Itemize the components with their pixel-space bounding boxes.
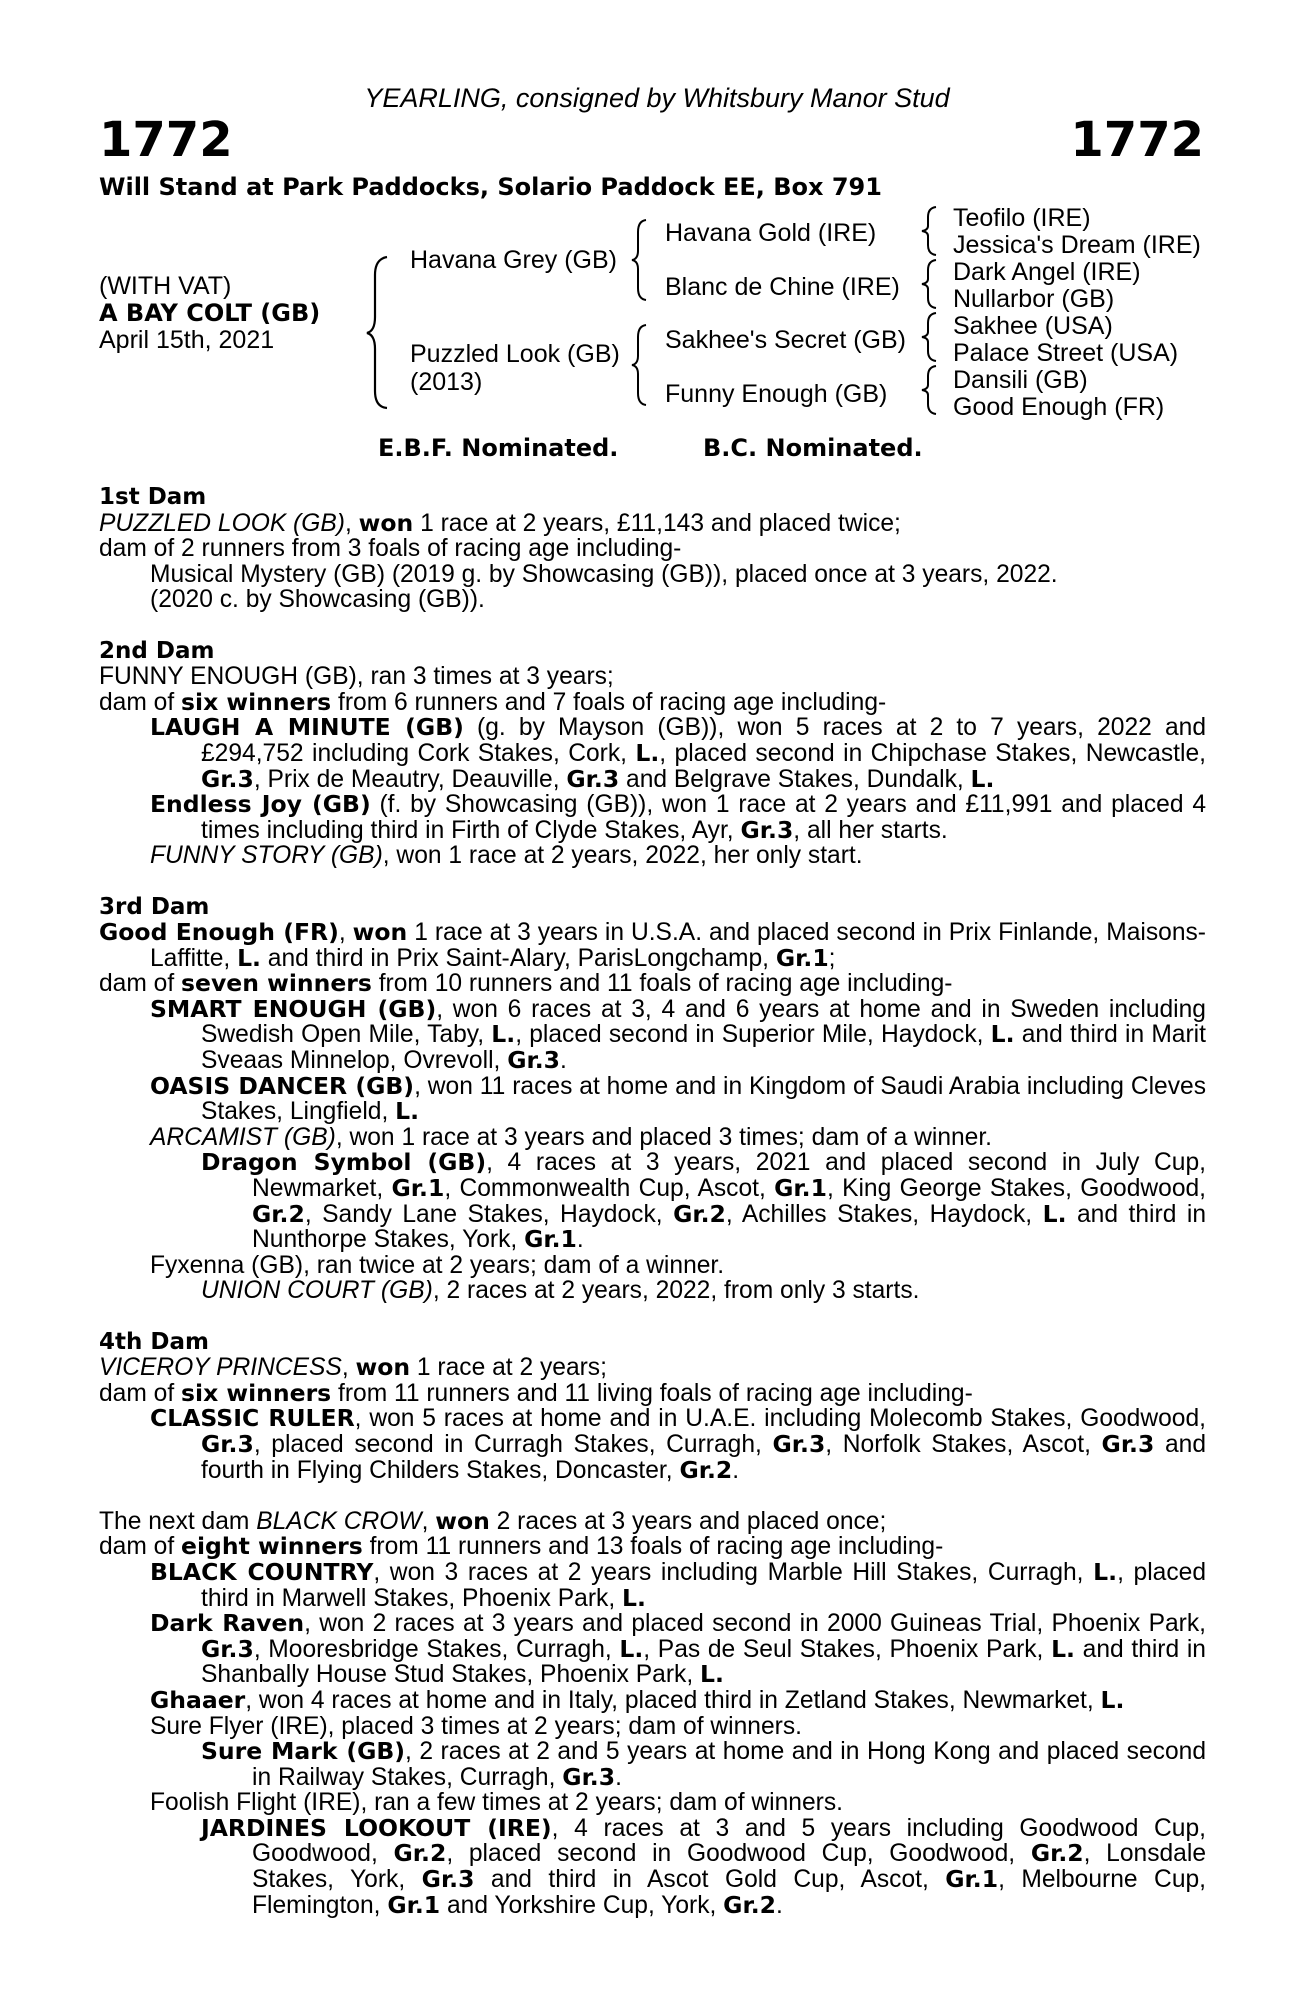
entry-text: , Norfolk Stakes, Ascot, [825,1430,1102,1458]
pedigree-entry [99,843,1206,869]
section-heading: 4th Dam [99,1328,209,1355]
entry-text: and third in Shanbally House Stud Stakes, Phoenix Park, [201,1635,1206,1689]
entry-text: . [732,1456,740,1484]
entry-text: (f. by Showcasing (GB)), won 1 race at 2 years and £11,991 and placed 4 times including third in Firth of Clyde Stakes, Ayr, [201,791,1206,844]
bold-text: won [358,508,414,537]
entry-text: from 11 runners and 13 foals of racing age including- [362,1533,944,1561]
entry-text: , Mooresbridge Stakes, Curragh, [253,1635,620,1663]
pedigree-brace-dam [630,323,650,407]
lot-number-left: 1772 [99,112,233,168]
entry-text: dam of [99,1533,182,1561]
bold-text: OASIS DANCER (GB) [150,1071,415,1100]
pedigree-entry [99,508,1206,537]
entry-text: . [775,1891,783,1919]
bold-text: Gr.1 [945,1865,999,1894]
pedigree-entry [99,1714,1206,1740]
pedigree-entry [99,920,1206,971]
bold-text: L. [237,943,261,972]
bold-text: L. [1051,1634,1075,1663]
entry-text: from 11 runners and 11 living foals of racing age including- [331,1379,973,1407]
bold-text: SMART ENOUGH (GB) [150,994,437,1023]
bold-text: L. [1093,1557,1118,1586]
entry-text: ; [828,944,836,972]
entry-text: , Prix de Meautry, Deauville, [253,765,567,793]
bold-text: Good Enough (FR) [99,918,339,947]
bold-text: L. [395,1097,420,1126]
pedigree-ddd: Good Enough (FR) [953,393,1165,421]
entry-text: , King George Stakes, Goodwood, [826,1175,1207,1203]
entry-text: , Lonsdale Stakes, York, [252,1840,1207,1894]
pedigree-brace-4 [920,364,940,416]
entry-text: and third in Nunthorpe Stakes, York, [252,1200,1206,1254]
section-heading: 2nd Dam [99,637,215,664]
entry-text: and Belgrave Stakes, Dundalk, [619,765,971,793]
bold-text: Gr.3 [201,1634,254,1663]
consignment-line: YEARLING, consigned by Whitsbury Manor Stud [364,83,950,113]
bold-text: L. [635,738,660,767]
entry-text: from 6 runners and 7 foals of racing age including- [331,688,887,716]
entry-text: Sure Flyer (IRE), placed 3 times at 2 years; dam of winners. [150,1712,802,1740]
bold-text: Gr.3 [507,1046,561,1075]
pedigree-entry [99,1278,1206,1304]
pedigree-entry [99,1790,1206,1816]
bold-text: BLACK COUNTRY [150,1557,374,1586]
bold-text: Gr.3 [201,764,254,793]
pedigree-entry [99,687,1206,716]
bold-text: Gr.2 [679,1455,733,1484]
bold-text: JARDINES LOOKOUT (IRE) [201,1813,552,1842]
bold-text: CLASSIC RULER [150,1404,355,1433]
dam-section [99,1506,1207,1919]
bold-text: won [435,1506,490,1535]
pedigree-entry [99,1071,1206,1126]
entry-text: 1 race at 2 years; [410,1354,607,1382]
entry-text: dam of [99,688,182,716]
pedigree-brace-main [365,255,391,410]
entry-text: The next dam [99,1507,257,1535]
italic-text: ARCAMIST (GB) [150,1123,336,1151]
italic-text: VICEROY PRINCESS [99,1354,342,1382]
foaling-date: April 15th, 2021 [99,326,275,354]
pedigree-dsd: Palace Street (USA) [953,339,1179,367]
bold-text: seven winners [181,969,372,998]
entry-text: FUNNY ENOUGH (GB), ran 3 times at 3 years; [99,663,614,691]
bold-text: Gr.3 [201,1429,254,1458]
pedigree-brace-2 [920,258,940,310]
entry-text: , 4 races at 3 years, 2021 and placed second in July Cup, Newmarket, [252,1149,1206,1203]
bold-text: Gr.2 [673,1199,726,1228]
bold-text: Gr.3 [1101,1429,1155,1458]
bold-text: Gr.1 [775,943,829,972]
bold-text: Gr.3 [772,1429,826,1458]
pedigree-sire-sire: Havana Gold (IRE) [665,219,877,247]
bold-text: LAUGH A MINUTE (GB) [150,713,464,742]
bold-text: Ghaaer [150,1685,246,1714]
bold-text: Gr.3 [740,815,794,844]
bold-text: L. [990,1020,1015,1049]
entry-text: , [341,1354,356,1382]
lot-number-right: 1772 [1070,112,1204,168]
italic-text: UNION COURT (GB) [201,1277,433,1305]
entry-text: , all her starts. [793,816,948,844]
entry-text: and third in Ascot Gold Cup, Ascot, [474,1866,946,1894]
pedigree-entry [99,587,1206,613]
entry-text: , [338,919,353,947]
bold-text: won [355,1353,411,1382]
pedigree-dam-year: (2013) [410,368,483,396]
pedigree-entry [99,536,1206,562]
entry-text: 1 race at 2 years, £11,143 and placed twice; [413,509,901,537]
entry-text: , placed second in Superior Mile, Haydock, [515,1021,991,1049]
pedigree-brace-1 [920,205,940,257]
bold-text: L. [1042,1199,1067,1228]
entry-text: , placed third in Marwell Stakes, Phoenix Park, [201,1558,1207,1612]
pedigree-sss: Teofilo (IRE) [953,204,1091,232]
bold-text: Gr.1 [391,1174,445,1203]
bold-text: Endless Joy (GB) [150,790,371,819]
bold-text: L. [970,764,995,793]
pedigree-entry [99,715,1206,792]
pedigree-sire-dam: Blanc de Chine (IRE) [665,273,900,301]
pedigree-dss: Sakhee (USA) [953,312,1113,340]
dam-section [99,895,1206,1305]
bold-text: Gr.1 [524,1225,577,1254]
subject-name: A BAY COLT (GB) [99,299,321,327]
entry-text: 2 races at 3 years and placed once; [489,1507,887,1535]
entry-text: , placed second in Goodwood Cup, Goodwood, [446,1840,1031,1868]
pedigree-entry [99,1378,1206,1407]
pedigree-dam-dam: Funny Enough (GB) [665,380,888,408]
pedigree-dam: Puzzled Look (GB) [410,340,620,368]
entry-text: . [615,1763,622,1791]
entry-text: , Commonwealth Cup, Ascot, [444,1175,775,1203]
pedigree-entry [99,1150,1206,1252]
bold-text: Gr.2 [1030,1839,1084,1868]
bold-text: eight winners [181,1532,363,1561]
bold-text: L. [619,1634,644,1663]
entry-text: . [576,1226,584,1254]
pedigree-entry [99,1534,1206,1560]
pedigree-entry [99,1506,1206,1535]
entry-text: Foolish Flight (IRE), ran a few times at 2 years; dam of winners. [150,1789,843,1817]
pedigree-brace-sire [630,218,650,302]
pedigree-entry [99,562,1206,588]
pedigree-dds: Dansili (GB) [953,366,1088,394]
pedigree-entry [99,1813,1207,1919]
entry-text: , 4 races at 3 and 5 years including Goodwood Cup, Goodwood, [252,1814,1206,1868]
bold-text: L. [700,1660,724,1689]
pedigree-entry [99,1253,1206,1279]
entry-text: , [344,509,359,537]
entry-text: Musical Mystery (GB) (2019 g. by Showcasing (GB)), placed once at 3 years, 2022. [150,560,1058,588]
ebf-nomination: E.B.F. Nominated. [378,434,619,462]
pedigree-sire: Havana Grey (GB) [410,246,618,274]
entry-text: , won 6 races at 3, 4 and 6 years at home and in Sweden including Swedish Open Mile, Taby, [201,995,1206,1049]
entry-text: and third in Prix Saint-Alary, ParisLongchamp, [260,944,776,972]
entry-text: and third in Marit Sveaas Minnelop, Ovrevoll, [201,1021,1206,1075]
entry-text: and fourth in Flying Childers Stakes, Doncaster, [201,1430,1206,1484]
entry-text: , 2 races at 2 years, 2022, from only 3 starts. [432,1277,920,1305]
entry-text: from 10 runners and 11 foals of racing age including- [371,970,953,998]
entry-text: Fyxenna (GB), ran twice at 2 years; dam of a winner. [150,1251,725,1279]
entry-text: dam of [99,1379,182,1407]
entry-text: dam of 2 runners from 3 foals of racing age including- [99,535,682,563]
entry-text: , won 1 race at 3 years and placed 3 times; dam of a winner. [335,1123,993,1151]
entry-text: , won 2 races at 3 years and placed second in 2000 Guineas Trial, Phoenix Park, [304,1610,1206,1638]
entry-text: 1 race at 3 years in U.S.A. and placed second in Prix Finlande, Maisons-Laffitte, [150,919,1206,972]
dam-section [99,1330,1206,1484]
entry-text: , Achilles Stakes, Haydock, [725,1200,1043,1228]
entry-text: , Melbourne Cup, Flemington, [252,1866,1207,1919]
pedigree-entry [99,1406,1206,1483]
vat-label: (WITH VAT) [99,272,232,300]
entry-text: (2020 c. by Showcasing (GB)). [150,586,485,614]
entry-text: , 2 races at 2 and 5 years at home and in Hong Kong and placed second in Railway Stakes, Curragh, [252,1738,1206,1791]
section-heading: 1st Dam [99,484,207,510]
bold-text: L. [622,1583,646,1612]
pedigree-entry [99,994,1206,1075]
bold-text: won [352,918,408,947]
entry-text: , [421,1507,436,1535]
dam-section [99,639,1206,869]
bold-text: Gr.1 [387,1890,441,1919]
pedigree-entry [99,664,1206,690]
bold-text: six winners [181,687,332,716]
italic-text: PUZZLED LOOK (GB) [99,509,345,537]
italic-text: BLACK CROW [256,1507,422,1535]
pedigree-ssd: Jessica's Dream (IRE) [953,231,1201,259]
pedigree-entry [99,1739,1206,1790]
entry-text: , won 3 races at 2 years including Marble Hill Stakes, Curragh, [373,1558,1094,1586]
entry-text: , won 4 races at home and in Italy, placed third in Zetland Stakes, Newmarket, [245,1686,1101,1714]
bold-text: Gr.2 [393,1839,447,1868]
stand-location: Will Stand at Park Paddocks, Solario Paddock EE, Box 791 [99,173,882,201]
pedigree-entry [99,1685,1206,1714]
bc-nomination: B.C. Nominated. [703,434,923,462]
dam-section [99,485,1206,613]
section-heading: 3rd Dam [99,893,210,920]
entry-text: , won 11 races at home and in Kingdom of Saudi Arabia including Cleves Stakes, Lingfield, [201,1072,1206,1126]
entry-text: , placed second in Curragh Stakes, Curragh, [253,1430,773,1458]
catalogue-body [99,485,1206,1944]
bold-text: Gr.3 [566,764,620,793]
bold-text: L. [1100,1685,1125,1714]
entry-text: , won 1 race at 2 years, 2022, her only start. [382,842,863,870]
bold-text: Dark Raven [150,1609,305,1638]
entry-text: dam of [99,970,182,998]
bold-text: Dragon Symbol (GB) [201,1148,487,1177]
entry-text: , Sandy Lane Stakes, Haydock, [304,1200,674,1228]
entry-text: and Yorkshire Cup, York, [440,1891,724,1919]
pedigree-entry [99,1355,1206,1381]
pedigree-sds: Dark Angel (IRE) [953,258,1141,286]
bold-text: Gr.2 [723,1890,776,1919]
entry-text: . [560,1047,567,1075]
bold-text: Gr.2 [252,1199,305,1228]
bold-text: Gr.3 [562,1762,616,1791]
bold-text: Sure Mark (GB) [201,1737,406,1766]
bold-text: Gr.3 [421,1865,475,1894]
pedigree-brace-3 [920,311,940,363]
pedigree-entry [99,792,1206,843]
pedigree-entry [99,1557,1207,1612]
bold-text: six winners [181,1378,332,1407]
entry-text: , placed second in Chipchase Stakes, Newcastle, [659,739,1206,767]
bold-text: L. [491,1020,516,1049]
pedigree-entry [99,1125,1206,1151]
pedigree-sdd: Nullarbor (GB) [953,285,1115,313]
entry-text: , Pas de Seul Stakes, Phoenix Park, [643,1635,1052,1663]
entry-text: , won 5 races at home and in U.A.E. including Molecomb Stakes, Goodwood, [354,1405,1206,1433]
italic-text: FUNNY STORY (GB) [150,842,383,870]
pedigree-dam-sire: Sakhee's Secret (GB) [665,326,906,354]
entry-text: (g. by Mayson (GB)), won 5 races at 2 to 7 years, 2022 and £294,752 including Cork Stakes, Cork, [201,714,1207,767]
pedigree-entry [99,1611,1206,1688]
bold-text: Gr.1 [774,1174,827,1203]
pedigree-entry [99,971,1206,997]
